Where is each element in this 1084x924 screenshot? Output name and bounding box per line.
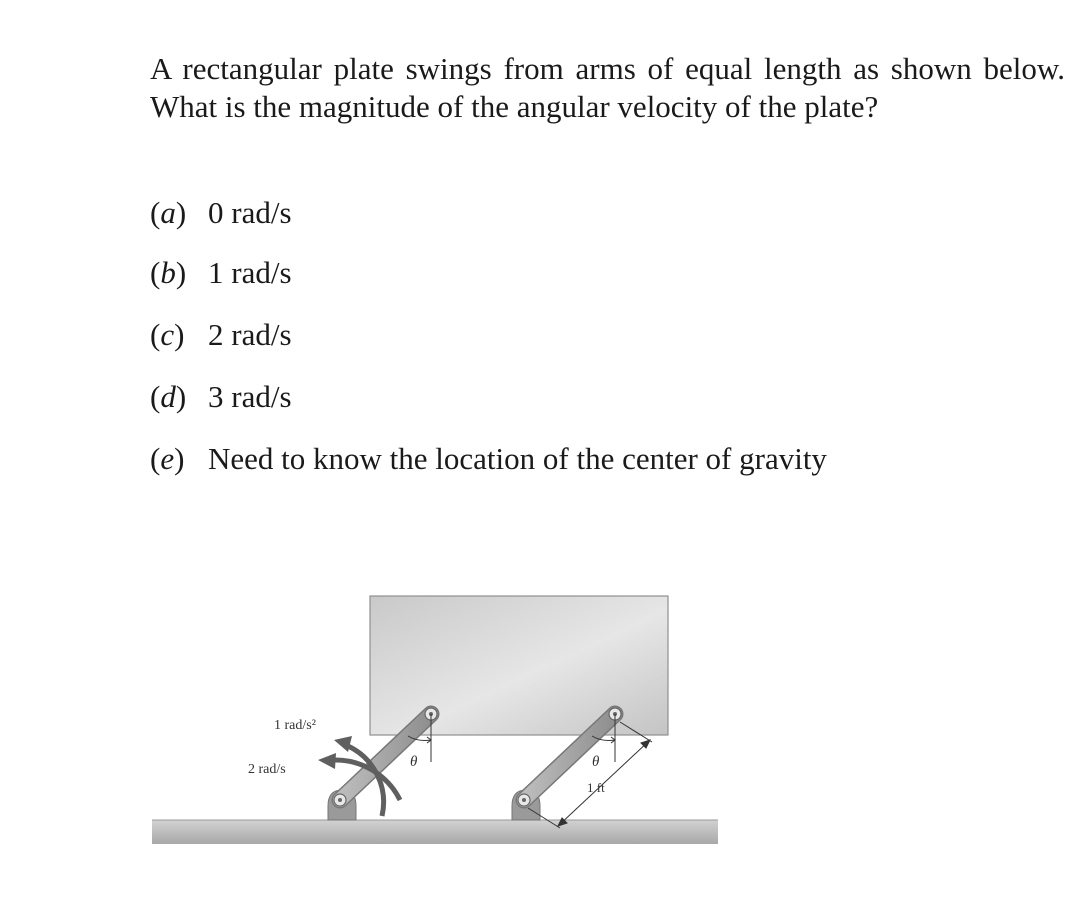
angular-velocity-arrowhead bbox=[318, 753, 336, 769]
option-c-text: 2 rad/s bbox=[208, 317, 292, 352]
option-b-text: 1 rad/s bbox=[208, 255, 292, 290]
option-d-text: 3 rad/s bbox=[208, 379, 292, 414]
left-theta-symbol: θ bbox=[410, 754, 418, 770]
right-theta-symbol: θ bbox=[592, 754, 600, 770]
angular-acceleration-arrowhead bbox=[334, 736, 352, 752]
angular-acceleration-label: 1 rad/s² bbox=[274, 718, 316, 733]
angular-velocity-label: 2 rad/s bbox=[248, 762, 286, 777]
option-e-text: Need to know the location of the center of gravity bbox=[208, 441, 827, 476]
question-text: A rectangular plate swings from arms of equal length as shown below. What is the magnitude of the angular velocity of the plate? bbox=[150, 51, 1065, 124]
option-a-label: (a) bbox=[150, 195, 187, 230]
option-e-label: (e) bbox=[150, 441, 185, 476]
option-b-label: (b) bbox=[150, 255, 187, 290]
option-c-label: (c) bbox=[150, 317, 185, 352]
option-a-text: 0 rad/s bbox=[208, 195, 292, 230]
ground bbox=[152, 820, 718, 844]
arm-length-label: 1 ft bbox=[587, 780, 605, 795]
option-d-label: (d) bbox=[150, 379, 187, 414]
